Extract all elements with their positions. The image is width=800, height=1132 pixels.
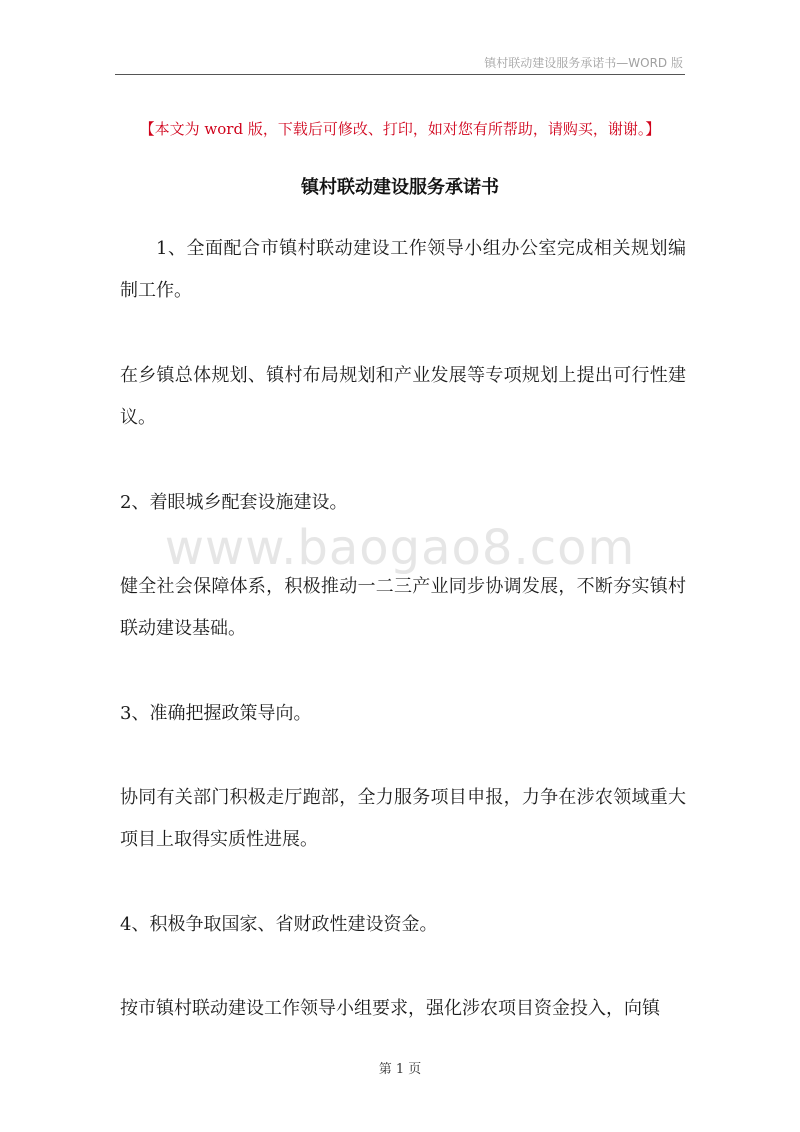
- paragraph-4: 健全社会保障体系，积极推动一二三产业同步协调发展，不断夯实镇村联动建设基础。: [120, 576, 686, 639]
- download-notice: 【本文为 word 版，下载后可修改、打印，如对您有所帮助，请购买，谢谢。】: [139, 120, 661, 138]
- paragraph-2: 在乡镇总体规划、镇村布局规划和产业发展等专项规划上提出可行性建议。: [120, 365, 686, 428]
- paragraph-1: 1、全面配合市镇村联动建设工作领导小组办公室完成相关规划编制工作。: [120, 238, 686, 301]
- paragraph-3: 2、着眼城乡配套设施建设。: [120, 492, 348, 513]
- watermark: www.baogao8.com: [164, 520, 636, 576]
- document-title: 镇村联动建设服务承诺书: [301, 177, 499, 198]
- page-number: 第 1 页: [378, 1062, 422, 1077]
- paragraph-5: 3、准确把握政策导向。: [120, 703, 312, 724]
- paragraph-7: 4、积极争取国家、省财政性建设资金。: [120, 914, 438, 935]
- header-divider: [115, 74, 685, 75]
- paragraph-6: 协同有关部门积极走厅跑部，全力服务项目申报，力争在涉农领域重大项目上取得实质性进展。: [120, 787, 686, 850]
- paragraph-8: 按市镇村联动建设工作领导小组要求，强化涉农项目资金投入，向镇: [120, 998, 660, 1019]
- running-header: 镇村联动建设服务承诺书—WORD 版: [484, 56, 683, 70]
